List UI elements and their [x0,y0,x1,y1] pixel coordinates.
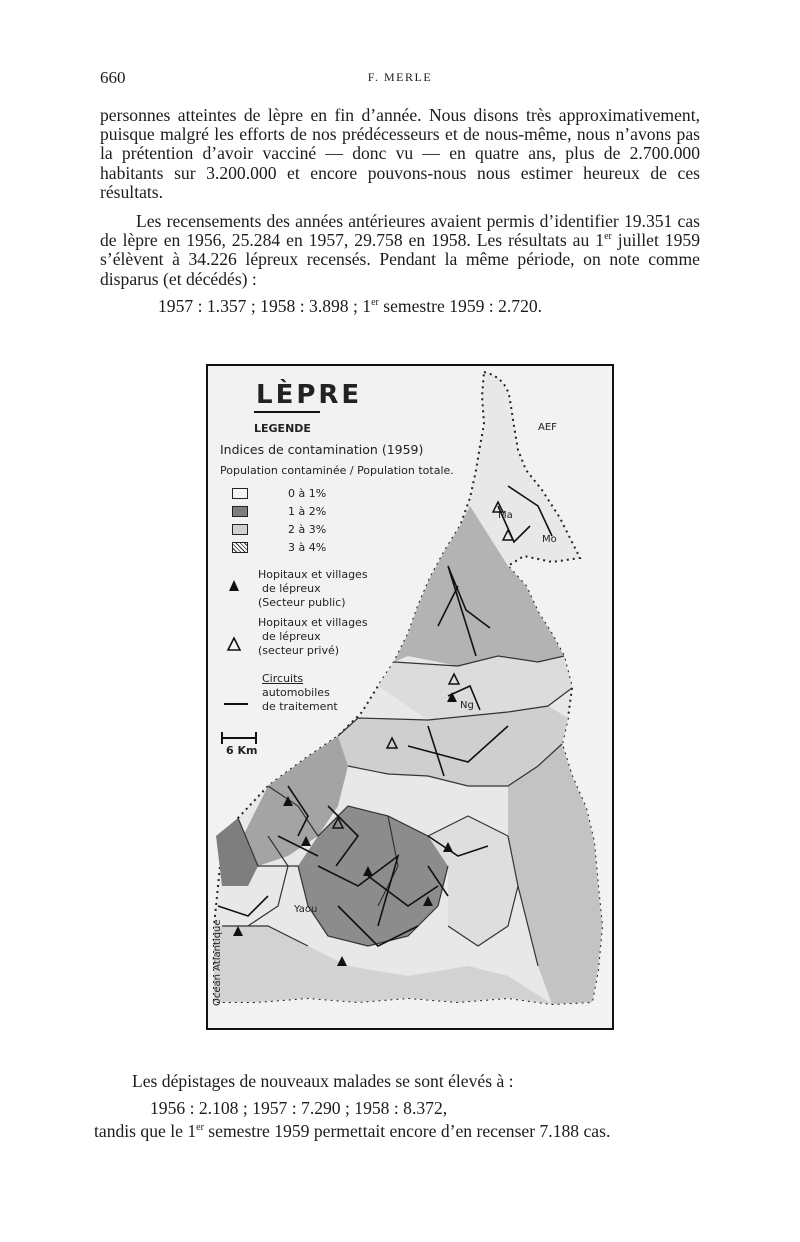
legend-circuits-line-3: de traitement [262,700,338,713]
legend-heading: LEGENDE [254,422,311,435]
place-label-mo: Mo [542,534,557,545]
running-head: F. MERLE [367,70,433,84]
deaths-line-text-b: semestre 1959 : 2.720. [378,296,543,316]
legend-public-line-1: Hopitaux et villages [258,568,368,581]
legend-range-3: 2 à 3% [288,523,327,536]
legend-swatch-0-1 [232,488,248,499]
legend-swatch-1-2 [232,506,248,517]
legend-private-line-1: Hopitaux et villages [258,616,368,629]
map-title: LÈPRE [256,380,363,410]
leprosy-map-figure [206,364,614,1030]
legend-private-marker [228,638,240,650]
paragraph-3: Les dépistages de nouveaux malades se sont élevés à : [132,1071,514,1091]
paragraph-4-text-b: semestre 1959 permettait encore d’en recenser 7.188 cas. [203,1121,611,1141]
paragraph-2-sup: er [604,231,612,243]
legend-range-2: 1 à 2% [288,505,327,518]
legend-range-4: 3 à 4% [288,541,327,554]
paragraph-4-sup: er [196,1122,204,1134]
page-header [100,68,700,90]
paragraph-2-text-a: Les recensements des années antérieures avaient permis d’identifier 19.351 cas de lèpre en 1956, 25.284 en 1957, 29.758 en 1958. Les résultats au 1 [100,211,700,251]
page-number: 660 [100,68,126,87]
deaths-line [158,296,542,316]
paragraph-4-text-a: tandis que le 1 [94,1121,197,1141]
paragraph-1: personnes atteintes de lèpre en fin d’année. Nous disons très approximativement, puisque malgré les efforts de nos prédécesseurs et de nous-même, nous n’avons pas la prétention d’avoir vacciné — donc vu — en quatre ans, plus de 2.700.000 habitants sur 3.200.000 et encore pouvons-nous nous estimer heureux de ces résultats. [100,105,700,202]
legend-public-line-2: de lépreux [262,582,321,595]
legend-private-line-3: (secteur privé) [258,644,340,657]
paragraph-4 [94,1122,720,1141]
legend-swatch-2-3 [232,524,248,535]
deaths-line-text-a: 1957 : 1.357 ; 1958 : 3.898 ; 1 [158,296,372,316]
corner-label: AEF [538,422,557,433]
paragraph-2-text-b: juillet 1959 s’élèvent à 34.226 lépreux recensés. Pendant la même période, on note comme disparus (et décédés) : [100,230,701,289]
coast-label: Ocean Atlantique [212,919,223,1006]
legend-circuits-line-1: Circuits [262,672,304,685]
place-label-ng: Ng [460,700,474,711]
place-label-ya: Yaou [294,904,318,915]
deaths-line-sup: er [371,297,379,309]
legend-range-1: 0 à 1% [288,487,327,500]
legend-circuits-line-2: automobiles [262,686,330,699]
legend-public-line-3: (Secteur public) [258,596,346,609]
screening-line: 1956 : 2.108 ; 1957 : 7.290 ; 1958 : 8.372, [150,1098,448,1118]
legend-public-marker [229,580,239,591]
scale-bar [222,732,256,744]
legend-population: Population contaminée / Population totale. [220,464,454,477]
paragraph-2 [100,212,700,289]
legend-private-line-2: de lépreux [262,630,321,643]
legend-swatch-3-4 [232,542,248,553]
legend-indices: Indices de contamination (1959) [220,442,424,457]
place-label-ma: Ma [498,510,513,521]
scale-label: 6 Km [226,744,258,757]
